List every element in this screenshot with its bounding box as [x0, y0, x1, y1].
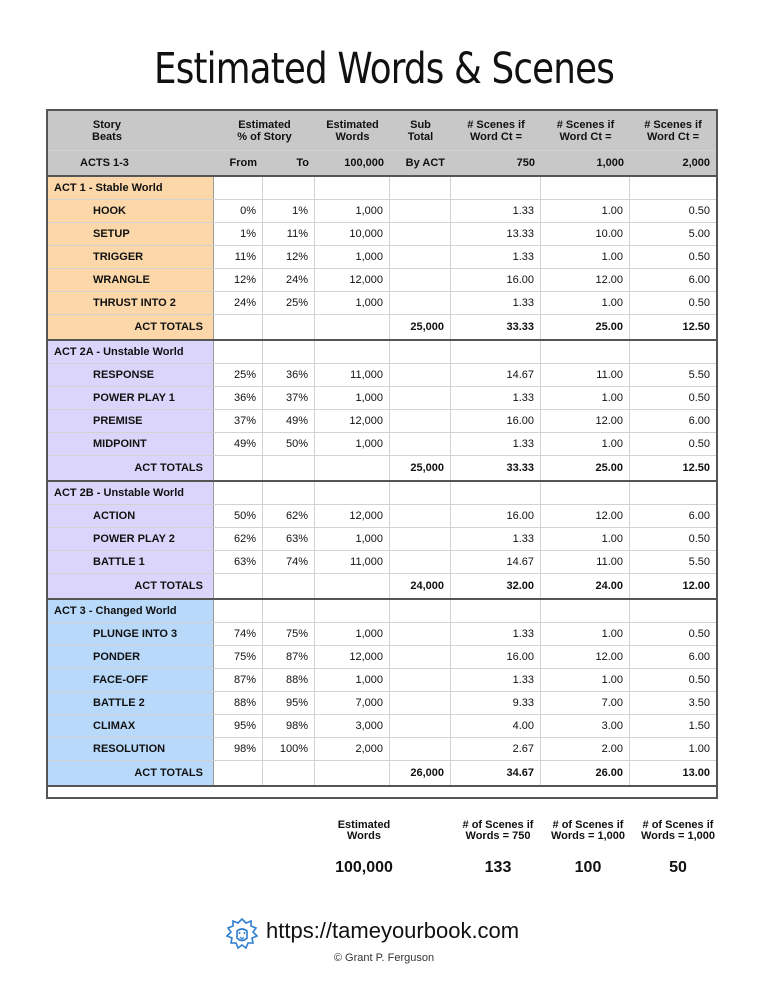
empty-cell — [390, 600, 451, 622]
beat-value — [390, 433, 451, 455]
empty-cell — [541, 600, 630, 622]
beat-label: ACTION — [48, 505, 214, 527]
beat-value — [390, 246, 451, 268]
beat-value: 49% — [214, 433, 263, 455]
act-totals-value: 24.00 — [541, 574, 630, 598]
beat-label: TRIGGER — [48, 246, 214, 268]
beat-value: 16.00 — [451, 646, 541, 668]
act-totals-value: 12.50 — [682, 462, 710, 474]
beat-value: 75% — [214, 646, 263, 668]
act-totals-label: ACT TOTALS — [48, 761, 214, 785]
act-totals-value: 12.00 — [682, 580, 710, 592]
act-totals-row — [48, 456, 716, 482]
beat-value: 11,000 — [315, 364, 390, 386]
beat-value: 50% — [263, 433, 315, 455]
beat-row — [48, 223, 716, 246]
beat-value — [390, 223, 451, 245]
beat-value: 1% — [263, 200, 315, 222]
empty-cell — [630, 482, 716, 504]
act-totals-value — [263, 456, 315, 480]
beat-value: 7,000 — [315, 692, 390, 714]
beat-value: 10.00 — [541, 223, 630, 245]
beat-value — [390, 692, 451, 714]
act-totals-label: ACT TOTALS — [48, 315, 214, 339]
beat-row — [48, 505, 716, 528]
beat-value: 74% — [214, 623, 263, 645]
summary-label: # of Scenes if Words = 1,000 — [640, 819, 716, 842]
beat-value: 1.33 — [451, 669, 541, 691]
beat-value: 2,000 — [315, 738, 390, 760]
beat-row — [48, 269, 716, 292]
beat-label: HOOK — [48, 200, 214, 222]
beat-value: 1.00 — [688, 743, 710, 755]
beat-label: RESOLUTION — [48, 738, 214, 760]
act-totals-value — [315, 315, 390, 339]
beat-value — [390, 551, 451, 573]
beat-value: 12,000 — [315, 269, 390, 291]
beat-value: 6.00 — [688, 274, 710, 286]
beat-value: 1,000 — [315, 623, 390, 645]
empty-cell — [451, 341, 541, 363]
beat-value: 1.33 — [451, 200, 541, 222]
beat-value: 3.00 — [541, 715, 630, 737]
empty-cell — [630, 600, 716, 622]
beat-label: MIDPOINT — [48, 433, 214, 455]
beat-row — [48, 433, 716, 456]
beat-value: 75% — [263, 623, 315, 645]
header-subcell: 1,000 — [596, 157, 624, 169]
beat-value: 2.00 — [541, 738, 630, 760]
beat-value: 50% — [214, 505, 263, 527]
beat-value: 1.33 — [451, 528, 541, 550]
act-totals-value: 25.00 — [541, 456, 630, 480]
empty-cell — [541, 482, 630, 504]
header-subcell: 2,000 — [682, 157, 710, 169]
beat-value: 87% — [214, 669, 263, 691]
beat-value: 0.50 — [688, 438, 710, 450]
summary-column — [618, 820, 738, 877]
beat-value: 3,000 — [315, 715, 390, 737]
beat-label: RESPONSE — [48, 364, 214, 386]
act-label-row — [48, 482, 716, 505]
beat-value — [390, 292, 451, 314]
beat-row — [48, 623, 716, 646]
beat-label: POWER PLAY 2 — [48, 528, 214, 550]
act-totals-value: 33.33 — [451, 315, 541, 339]
beat-row — [48, 410, 716, 433]
empty-cell — [315, 341, 390, 363]
beat-label: FACE-OFF — [48, 669, 214, 691]
beat-row — [48, 292, 716, 315]
act-totals-value — [214, 574, 263, 598]
beat-row — [48, 646, 716, 669]
beat-value: 1.00 — [541, 528, 630, 550]
act-totals-value — [263, 761, 315, 785]
beat-value: 24% — [214, 292, 263, 314]
summary-label: # of Scenes if Words = 1,000 — [550, 819, 626, 842]
beat-value: 12.00 — [541, 646, 630, 668]
beat-row — [48, 387, 716, 410]
beat-value — [390, 669, 451, 691]
beat-value: 0.50 — [688, 392, 710, 404]
beat-value: 16.00 — [451, 505, 541, 527]
act-totals-value — [214, 456, 263, 480]
act-totals-label: ACT TOTALS — [48, 456, 214, 480]
beat-value: 16.00 — [451, 269, 541, 291]
beat-value: 87% — [263, 646, 315, 668]
empty-cell — [315, 177, 390, 199]
beat-value — [390, 715, 451, 737]
empty-cell — [263, 600, 315, 622]
beat-value: 12.00 — [541, 505, 630, 527]
act-label: ACT 1 - Stable World — [48, 177, 214, 199]
header-subcell: ACTS 1-3 — [80, 157, 129, 169]
beat-value: 36% — [214, 387, 263, 409]
beat-row — [48, 551, 716, 574]
beat-label: BATTLE 1 — [48, 551, 214, 573]
header-cell: Story Beats — [92, 118, 122, 143]
act-totals-row — [48, 761, 716, 787]
beat-value: 1,000 — [315, 387, 390, 409]
beat-value: 5.50 — [688, 556, 710, 568]
beat-label: WRANGLE — [48, 269, 214, 291]
empty-cell — [390, 482, 451, 504]
act-totals-value: 25.00 — [541, 315, 630, 339]
beat-row — [48, 738, 716, 761]
beat-value: 95% — [263, 692, 315, 714]
act-label: ACT 2A - Unstable World — [48, 341, 214, 363]
empty-cell — [263, 341, 315, 363]
beat-label: THRUST INTO 2 — [48, 292, 214, 314]
beat-label: SETUP — [48, 223, 214, 245]
beat-value: 1,000 — [315, 433, 390, 455]
beat-value: 9.33 — [451, 692, 541, 714]
beat-value: 12.00 — [541, 410, 630, 432]
empty-cell — [451, 177, 541, 199]
act-totals-value: 32.00 — [451, 574, 541, 598]
beat-value: 12,000 — [315, 410, 390, 432]
empty-cell — [263, 177, 315, 199]
summary-value: 100,000 — [335, 859, 393, 876]
header-cell: Estimated % of Story — [237, 118, 292, 143]
beat-label: CLIMAX — [48, 715, 214, 737]
beat-value: 11% — [263, 223, 315, 245]
beat-row — [48, 669, 716, 692]
beat-value: 5.50 — [688, 369, 710, 381]
beat-row — [48, 364, 716, 387]
beat-value — [390, 200, 451, 222]
act-totals-value: 24,000 — [390, 574, 451, 598]
empty-cell — [315, 482, 390, 504]
empty-cell — [263, 482, 315, 504]
header-subcell: From — [229, 157, 257, 169]
summary-value: 133 — [484, 859, 512, 876]
summary-value: 100 — [574, 859, 602, 876]
lion-head-icon — [224, 916, 260, 952]
act-label-row — [48, 177, 716, 200]
act-label: ACT 3 - Changed World — [48, 600, 214, 622]
act-totals-value: 25,000 — [390, 315, 451, 339]
act-label-row — [48, 600, 716, 623]
beat-value: 5.00 — [688, 228, 710, 240]
empty-cell — [390, 341, 451, 363]
header-subcell: To — [296, 157, 309, 169]
beat-value: 12.00 — [541, 269, 630, 291]
beat-value — [390, 623, 451, 645]
beat-value: 63% — [214, 551, 263, 573]
beat-value: 0.50 — [688, 205, 710, 217]
beat-value: 63% — [263, 528, 315, 550]
summary-column — [304, 820, 424, 877]
beat-label: PREMISE — [48, 410, 214, 432]
beat-row — [48, 200, 716, 223]
beat-value: 74% — [263, 551, 315, 573]
beat-label: PLUNGE INTO 3 — [48, 623, 214, 645]
beat-value: 16.00 — [451, 410, 541, 432]
beat-row — [48, 528, 716, 551]
beat-value: 49% — [263, 410, 315, 432]
empty-cell — [630, 177, 716, 199]
header-cell: # Scenes if Word Ct = — [556, 118, 615, 143]
act-totals-row — [48, 315, 716, 341]
beat-value: 11.00 — [541, 364, 630, 386]
header-cell: # Scenes if Word Ct = — [467, 118, 525, 143]
act-label-row — [48, 341, 716, 364]
beat-value: 0.50 — [688, 297, 710, 309]
act-totals-value — [214, 761, 263, 785]
beat-value: 0% — [214, 200, 263, 222]
beat-value: 1.00 — [541, 623, 630, 645]
beat-value — [390, 364, 451, 386]
beat-row — [48, 715, 716, 738]
beat-value: 10,000 — [315, 223, 390, 245]
beat-value: 1.00 — [541, 387, 630, 409]
beat-value — [390, 269, 451, 291]
beat-value: 62% — [214, 528, 263, 550]
summary-label: Estimated Words — [337, 819, 391, 842]
act-totals-value — [315, 574, 390, 598]
header-subcell: 750 — [516, 157, 535, 169]
beat-value: 25% — [214, 364, 263, 386]
beat-value: 1.00 — [541, 669, 630, 691]
beat-value: 1.00 — [541, 246, 630, 268]
beat-value: 1.33 — [451, 433, 541, 455]
empty-cell — [541, 177, 630, 199]
beat-value: 14.67 — [451, 551, 541, 573]
beat-value: 25% — [263, 292, 315, 314]
header-cell: Estimated Words — [326, 118, 379, 143]
beat-value: 12,000 — [315, 505, 390, 527]
beat-value: 98% — [263, 715, 315, 737]
beat-value: 1.33 — [451, 387, 541, 409]
copyright-text: © Grant P. Ferguson — [333, 952, 435, 964]
estimates-table — [46, 109, 718, 799]
beat-value: 1.33 — [451, 623, 541, 645]
act-label: ACT 2B - Unstable World — [48, 482, 214, 504]
beat-value: 100% — [263, 738, 315, 760]
page-title: Estimated Words & Scenes — [153, 44, 614, 94]
beat-value: 1,000 — [315, 292, 390, 314]
act-totals-value: 25,000 — [390, 456, 451, 480]
beat-value: 1.00 — [541, 200, 630, 222]
header-subcell: By ACT — [405, 157, 445, 169]
beat-value: 88% — [263, 669, 315, 691]
beat-value: 1.00 — [541, 292, 630, 314]
beat-value: 11% — [214, 246, 263, 268]
beat-value — [390, 410, 451, 432]
act-totals-value — [315, 456, 390, 480]
header-subcell: 100,000 — [344, 157, 384, 169]
beat-value: 1,000 — [315, 528, 390, 550]
beat-value: 1,000 — [315, 669, 390, 691]
header-cell: # Scenes if Word Ct = — [644, 118, 702, 143]
beat-label: PONDER — [48, 646, 214, 668]
beat-value: 88% — [214, 692, 263, 714]
beat-row — [48, 692, 716, 715]
beat-value: 1.33 — [451, 246, 541, 268]
beat-value: 11,000 — [315, 551, 390, 573]
act-totals-value — [263, 315, 315, 339]
beat-value: 12% — [214, 269, 263, 291]
beat-value: 12% — [263, 246, 315, 268]
beat-value: 3.50 — [688, 697, 710, 709]
beat-value: 14.67 — [451, 364, 541, 386]
beat-value: 2.67 — [451, 738, 541, 760]
website-link[interactable]: https://tameyourbook.com — [266, 918, 520, 943]
beat-value: 0.50 — [688, 674, 710, 686]
act-totals-value: 13.00 — [682, 767, 710, 779]
beat-value: 98% — [214, 738, 263, 760]
empty-cell — [315, 600, 390, 622]
beat-value — [390, 738, 451, 760]
summary-label: # of Scenes if Words = 750 — [462, 819, 534, 842]
beat-value: 24% — [263, 269, 315, 291]
beat-value: 62% — [263, 505, 315, 527]
empty-cell — [630, 341, 716, 363]
header-subrow — [48, 151, 716, 177]
empty-cell — [214, 600, 263, 622]
beat-value: 1,000 — [315, 200, 390, 222]
beat-value: 6.00 — [688, 651, 710, 663]
beat-value: 11.00 — [541, 551, 630, 573]
beat-value — [390, 387, 451, 409]
beat-value: 1.50 — [688, 720, 710, 732]
beat-value: 6.00 — [688, 510, 710, 522]
beat-label: BATTLE 2 — [48, 692, 214, 714]
beat-value: 0.50 — [688, 628, 710, 640]
act-totals-value: 12.50 — [682, 321, 710, 333]
act-totals-value: 33.33 — [451, 456, 541, 480]
empty-cell — [214, 341, 263, 363]
act-totals-value — [315, 761, 390, 785]
beat-value: 0.50 — [688, 251, 710, 263]
beat-value: 36% — [263, 364, 315, 386]
empty-cell — [390, 177, 451, 199]
beat-value: 1% — [214, 223, 263, 245]
beat-value: 37% — [263, 387, 315, 409]
beat-value: 4.00 — [451, 715, 541, 737]
beat-value: 1.33 — [451, 292, 541, 314]
act-totals-label: ACT TOTALS — [48, 574, 214, 598]
beat-value: 0.50 — [688, 533, 710, 545]
act-totals-value: 26.00 — [541, 761, 630, 785]
act-totals-row — [48, 574, 716, 600]
beat-value: 37% — [214, 410, 263, 432]
act-totals-value: 34.67 — [451, 761, 541, 785]
beat-label: POWER PLAY 1 — [48, 387, 214, 409]
empty-cell — [451, 482, 541, 504]
beat-value: 7.00 — [541, 692, 630, 714]
beat-value: 12,000 — [315, 646, 390, 668]
beat-value: 1.00 — [541, 433, 630, 455]
empty-cell — [541, 341, 630, 363]
act-totals-value: 26,000 — [390, 761, 451, 785]
header-cell: Sub Total — [407, 118, 434, 143]
beat-value — [390, 505, 451, 527]
beat-value: 13.33 — [451, 223, 541, 245]
summary-value: 50 — [669, 859, 687, 876]
beat-value — [390, 528, 451, 550]
empty-cell — [214, 177, 263, 199]
beat-value: 1,000 — [315, 246, 390, 268]
empty-cell — [214, 482, 263, 504]
beat-row — [48, 246, 716, 269]
header-row — [48, 111, 716, 151]
beat-value — [390, 646, 451, 668]
empty-cell — [451, 600, 541, 622]
act-totals-value — [263, 574, 315, 598]
beat-value: 95% — [214, 715, 263, 737]
beat-value: 6.00 — [688, 415, 710, 427]
act-totals-value — [214, 315, 263, 339]
